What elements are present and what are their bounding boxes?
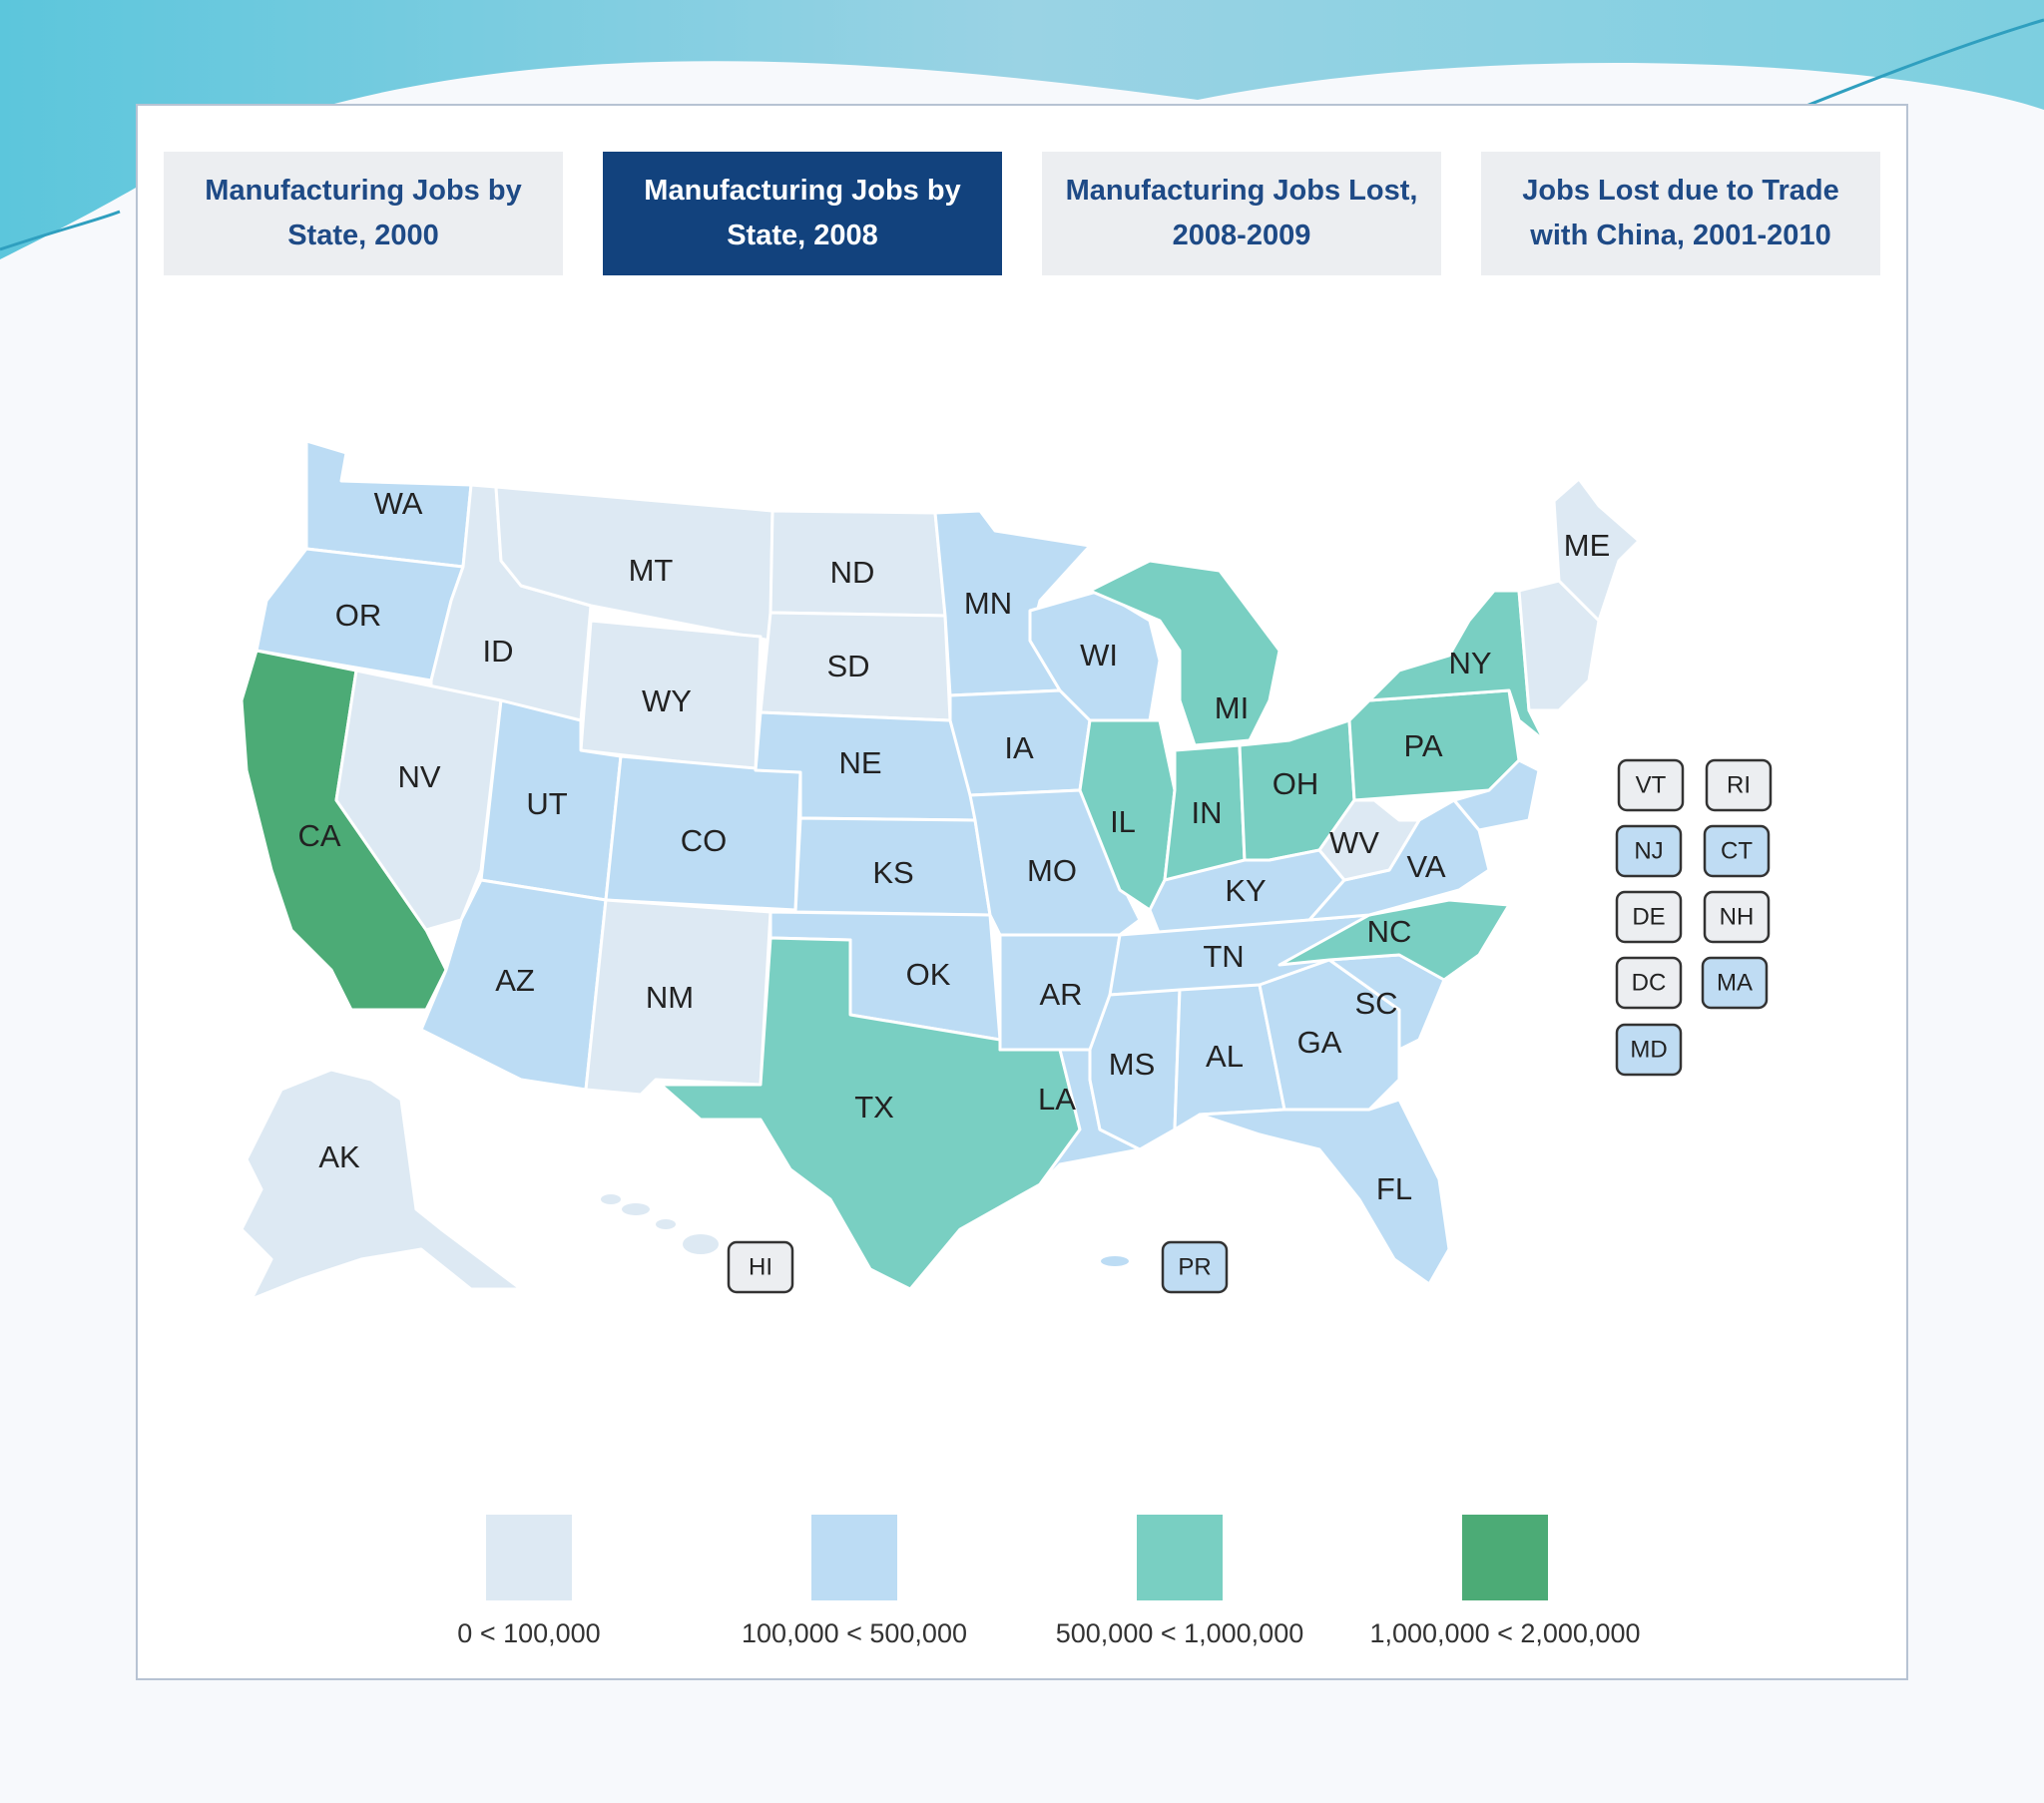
label-AL: AL bbox=[1206, 1039, 1244, 1075]
legend-item-3 bbox=[1355, 1515, 1655, 1649]
state-button-HI[interactable] bbox=[729, 1242, 792, 1292]
legend-item-1 bbox=[705, 1515, 1004, 1649]
state-button-label: PR bbox=[1178, 1253, 1212, 1281]
label-ND: ND bbox=[829, 555, 875, 591]
state-AK[interactable] bbox=[242, 1070, 521, 1299]
label-OK: OK bbox=[905, 957, 951, 993]
tab-line: with China, 2001-2010 bbox=[1530, 220, 1831, 251]
state-button-label: NJ bbox=[1634, 837, 1664, 865]
state-button-box[interactable] bbox=[1619, 760, 1683, 810]
hawaii-islands bbox=[601, 1194, 719, 1254]
state-button-VT[interactable] bbox=[1619, 760, 1683, 810]
state-button-MD[interactable] bbox=[1617, 1025, 1681, 1075]
tab-line: State, 2000 bbox=[287, 220, 439, 251]
label-ME: ME bbox=[1563, 528, 1611, 564]
state-button-box[interactable] bbox=[1703, 958, 1767, 1008]
tab-line: State, 2008 bbox=[727, 220, 878, 251]
state-CO[interactable] bbox=[606, 756, 800, 910]
label-AZ: AZ bbox=[495, 963, 535, 999]
label-WV: WV bbox=[1329, 825, 1379, 861]
label-OR: OR bbox=[334, 598, 382, 634]
us-state-map bbox=[138, 106, 1910, 1503]
label-SD: SD bbox=[826, 649, 870, 684]
label-NC: NC bbox=[1366, 914, 1412, 950]
tab-line: Jobs Lost due to Trade bbox=[1522, 175, 1839, 207]
label-GA: GA bbox=[1296, 1025, 1342, 1061]
tab-line: Manufacturing Jobs Lost, bbox=[1065, 175, 1418, 207]
state-button-box[interactable] bbox=[1705, 826, 1769, 876]
state-button-label: RI bbox=[1727, 771, 1751, 799]
state-button-NJ[interactable] bbox=[1617, 826, 1681, 876]
label-MN: MN bbox=[963, 586, 1013, 622]
legend-label: 0 < 100,000 bbox=[457, 1618, 601, 1648]
legend-swatch bbox=[1462, 1515, 1548, 1600]
label-NY: NY bbox=[1448, 646, 1492, 681]
state-button-box[interactable] bbox=[729, 1242, 792, 1292]
state-ND[interactable] bbox=[770, 511, 945, 616]
label-IL: IL bbox=[1110, 804, 1136, 840]
label-IN: IN bbox=[1191, 795, 1223, 831]
state-button-DE[interactable] bbox=[1617, 892, 1681, 942]
state-WY[interactable] bbox=[581, 621, 761, 770]
state-WA[interactable] bbox=[306, 441, 471, 567]
label-WA: WA bbox=[373, 486, 423, 522]
label-FL: FL bbox=[1375, 1171, 1413, 1207]
label-UT: UT bbox=[526, 786, 568, 822]
state-button-DC[interactable] bbox=[1617, 958, 1681, 1008]
state-button-label: DE bbox=[1632, 903, 1666, 931]
state-IN[interactable] bbox=[1165, 745, 1245, 880]
state-button-box[interactable] bbox=[1705, 892, 1769, 942]
label-WY: WY bbox=[642, 683, 692, 719]
state-button-RI[interactable] bbox=[1707, 760, 1771, 810]
state-button-box[interactable] bbox=[1617, 826, 1681, 876]
state-KS[interactable] bbox=[795, 818, 990, 915]
state-MS[interactable] bbox=[1090, 990, 1180, 1149]
state-button-CT[interactable] bbox=[1705, 826, 1769, 876]
label-WI: WI bbox=[1080, 638, 1118, 674]
map-panel bbox=[136, 104, 1908, 1680]
label-MI: MI bbox=[1214, 690, 1250, 726]
legend-label: 100,000 < 500,000 bbox=[742, 1618, 967, 1648]
label-NE: NE bbox=[838, 745, 882, 781]
tab-line: 2008-2009 bbox=[1172, 220, 1311, 251]
label-MS: MS bbox=[1108, 1047, 1156, 1083]
legend-swatch bbox=[811, 1515, 897, 1600]
legend-swatch bbox=[486, 1515, 572, 1600]
legend-item-2 bbox=[1030, 1515, 1329, 1649]
state-button-label: DC bbox=[1631, 969, 1667, 997]
state-button-label: HI bbox=[749, 1253, 772, 1281]
state-button-label: NH bbox=[1719, 903, 1755, 931]
label-KY: KY bbox=[1225, 873, 1267, 909]
state-button-label: CT bbox=[1721, 837, 1753, 865]
label-OH: OH bbox=[1272, 766, 1319, 802]
state-FL[interactable] bbox=[1200, 1100, 1449, 1284]
label-TX: TX bbox=[854, 1090, 894, 1126]
label-MT: MT bbox=[628, 553, 674, 589]
label-IA: IA bbox=[1004, 730, 1034, 766]
state-button-label: MD bbox=[1630, 1036, 1668, 1064]
label-CA: CA bbox=[297, 818, 341, 854]
label-NM: NM bbox=[645, 980, 695, 1016]
label-PA: PA bbox=[1403, 728, 1443, 764]
state-button-box[interactable] bbox=[1617, 892, 1681, 942]
state-button-label: MA bbox=[1717, 969, 1753, 997]
state-NM[interactable] bbox=[586, 900, 770, 1095]
puerto-rico-shape bbox=[1101, 1256, 1129, 1266]
legend-item-0 bbox=[379, 1515, 679, 1649]
label-AR: AR bbox=[1039, 977, 1083, 1013]
label-ID: ID bbox=[482, 634, 514, 670]
label-MO: MO bbox=[1027, 853, 1077, 889]
state-button-label: VT bbox=[1635, 771, 1667, 799]
state-button-box[interactable] bbox=[1617, 1025, 1681, 1075]
legend-label: 500,000 < 1,000,000 bbox=[1055, 1618, 1304, 1648]
state-SD[interactable] bbox=[761, 613, 950, 720]
label-AK: AK bbox=[318, 1139, 360, 1175]
label-LA: LA bbox=[1038, 1082, 1076, 1118]
tab-line: Manufacturing Jobs by bbox=[205, 175, 522, 207]
state-button-MA[interactable] bbox=[1703, 958, 1767, 1008]
label-CO: CO bbox=[680, 823, 728, 859]
tab-line: Manufacturing Jobs by bbox=[644, 175, 961, 207]
state-button-box[interactable] bbox=[1163, 1242, 1227, 1292]
legend-label: 1,000,000 < 2,000,000 bbox=[1369, 1618, 1641, 1648]
label-NV: NV bbox=[397, 759, 441, 795]
label-SC: SC bbox=[1354, 986, 1398, 1022]
legend-swatch bbox=[1137, 1515, 1223, 1600]
label-KS: KS bbox=[872, 855, 914, 891]
state-button-box[interactable] bbox=[1707, 760, 1771, 810]
label-TN: TN bbox=[1203, 939, 1245, 975]
state-IA[interactable] bbox=[950, 690, 1090, 795]
label-VA: VA bbox=[1406, 849, 1446, 885]
state-button-PR[interactable] bbox=[1163, 1242, 1227, 1292]
state-button-NH[interactable] bbox=[1705, 892, 1769, 942]
state-button-box[interactable] bbox=[1617, 958, 1681, 1008]
